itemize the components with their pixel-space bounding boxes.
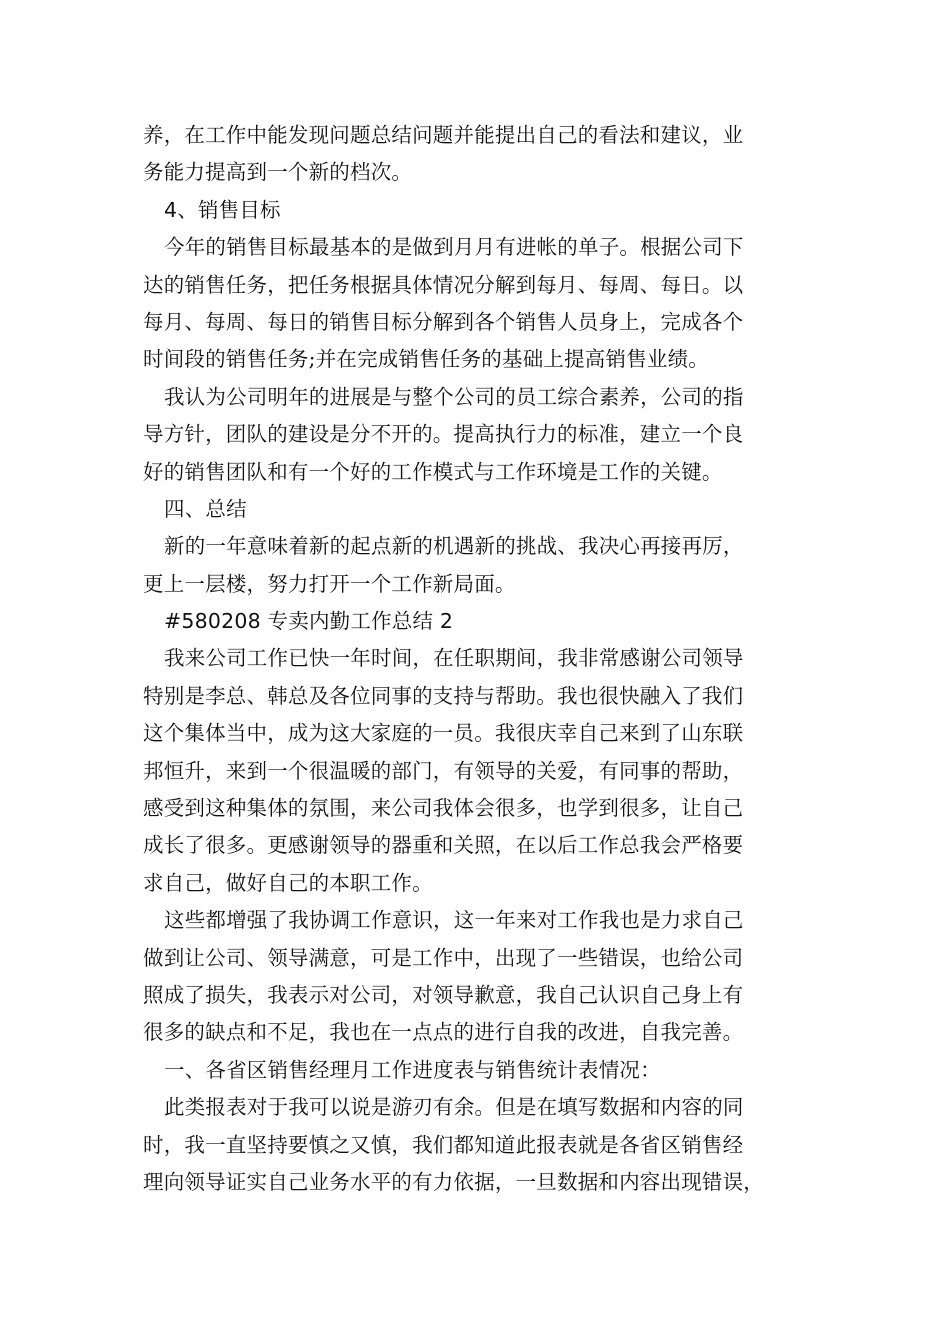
text-line: 更上一层楼，努力打开一个工作新局面。 bbox=[143, 571, 516, 596]
document-title-heading bbox=[143, 603, 828, 640]
heading-text: 四、总结 bbox=[164, 496, 247, 521]
paragraph-company-development bbox=[143, 379, 828, 491]
paragraph-intro bbox=[143, 640, 828, 902]
text-line: 此类报表对于我可以说是游刃有余。但是在填写数据和内容的同 bbox=[164, 1095, 744, 1120]
text-line: 导方针，团队的建设是分不开的。提高执行力的标准，建立一个良 bbox=[143, 422, 744, 447]
text-line: 感受到这种集体的氛围，来公司我体会很多，也学到很多，让自己 bbox=[143, 796, 744, 821]
heading-text: 一、各省区销售经理月工作进度表与销售统计表情况： bbox=[164, 1057, 661, 1082]
document-body bbox=[143, 117, 828, 1201]
text-line: 养，在工作中能发现问题总结问题并能提出自己的看法和建议，业 bbox=[143, 123, 744, 147]
text-line: 我来公司工作已快一年时间，在任职期间，我非常感谢公司领导 bbox=[164, 646, 744, 671]
text-line: 成长了很多。更感谢领导的器重和关照，在以后工作总我会严格要 bbox=[143, 833, 744, 858]
text-line: 时，我一直坚持要慎之又慎，我们都知道此报表就是各省区销售经 bbox=[143, 1132, 744, 1157]
heading-text: 4、销售目标 bbox=[164, 197, 281, 222]
heading-text: #580208 专卖内勤工作总结 2 bbox=[164, 609, 454, 634]
section-heading-summary bbox=[143, 491, 828, 528]
text-line: 每月、每周、每日的销售目标分解到各个销售人员身上，完成各个 bbox=[143, 309, 744, 334]
paragraph-sales-target bbox=[143, 229, 828, 379]
text-line: 我认为公司明年的进展是与整个公司的员工综合素养，公司的指 bbox=[164, 384, 744, 409]
text-line: 这些都增强了我协调工作意识，这一年来对工作我也是力求自己 bbox=[164, 908, 744, 933]
paragraph-summary bbox=[143, 528, 828, 603]
text-line: 做到让公司、领导满意，可是工作中，出现了一些错误，也给公司 bbox=[143, 945, 744, 970]
text-line: 务能力提高到一个新的档次。 bbox=[143, 160, 413, 185]
section-heading-sales-target bbox=[143, 192, 828, 229]
section-heading-reports bbox=[143, 1052, 828, 1089]
paragraph-coordination bbox=[143, 902, 828, 1052]
text-line: 新的一年意味着新的起点新的机遇新的挑战、我决心再接再厉， bbox=[164, 534, 744, 559]
paragraph-continuation bbox=[143, 117, 828, 192]
text-line: 好的销售团队和有一个好的工作模式与工作环境是工作的关键。 bbox=[143, 459, 723, 484]
text-line: 时间段的销售任务;并在完成销售任务的基础上提高销售业绩。 bbox=[143, 347, 710, 372]
paragraph-reports bbox=[143, 1089, 828, 1201]
text-line: 特别是李总、韩总及各位同事的支持与帮助。我也很快融入了我们 bbox=[143, 683, 744, 708]
text-line: 理向领导证实自己业务水平的有力依据，一旦数据和内容出现错误， bbox=[143, 1169, 764, 1194]
text-line: 邦恒升，来到一个很温暖的部门，有领导的关爱，有同事的帮助， bbox=[143, 758, 744, 783]
text-line: 照成了损失，我表示对公司，对领导歉意，我自己认识自己身上有 bbox=[143, 982, 744, 1007]
text-line: 很多的缺点和不足，我也在一点点的进行自我的改进，自我完善。 bbox=[143, 1020, 744, 1045]
text-line: 求自己，做好自己的本职工作。 bbox=[143, 870, 433, 895]
text-line: 这个集体当中，成为这大家庭的一员。我很庆幸自己来到了山东联 bbox=[143, 721, 744, 746]
text-line: 今年的销售目标最基本的是做到月月有进帐的单子。根据公司下 bbox=[164, 235, 744, 260]
text-line: 达的销售任务，把任务根据具体情况分解到每月、每周、每日。以 bbox=[143, 272, 744, 297]
